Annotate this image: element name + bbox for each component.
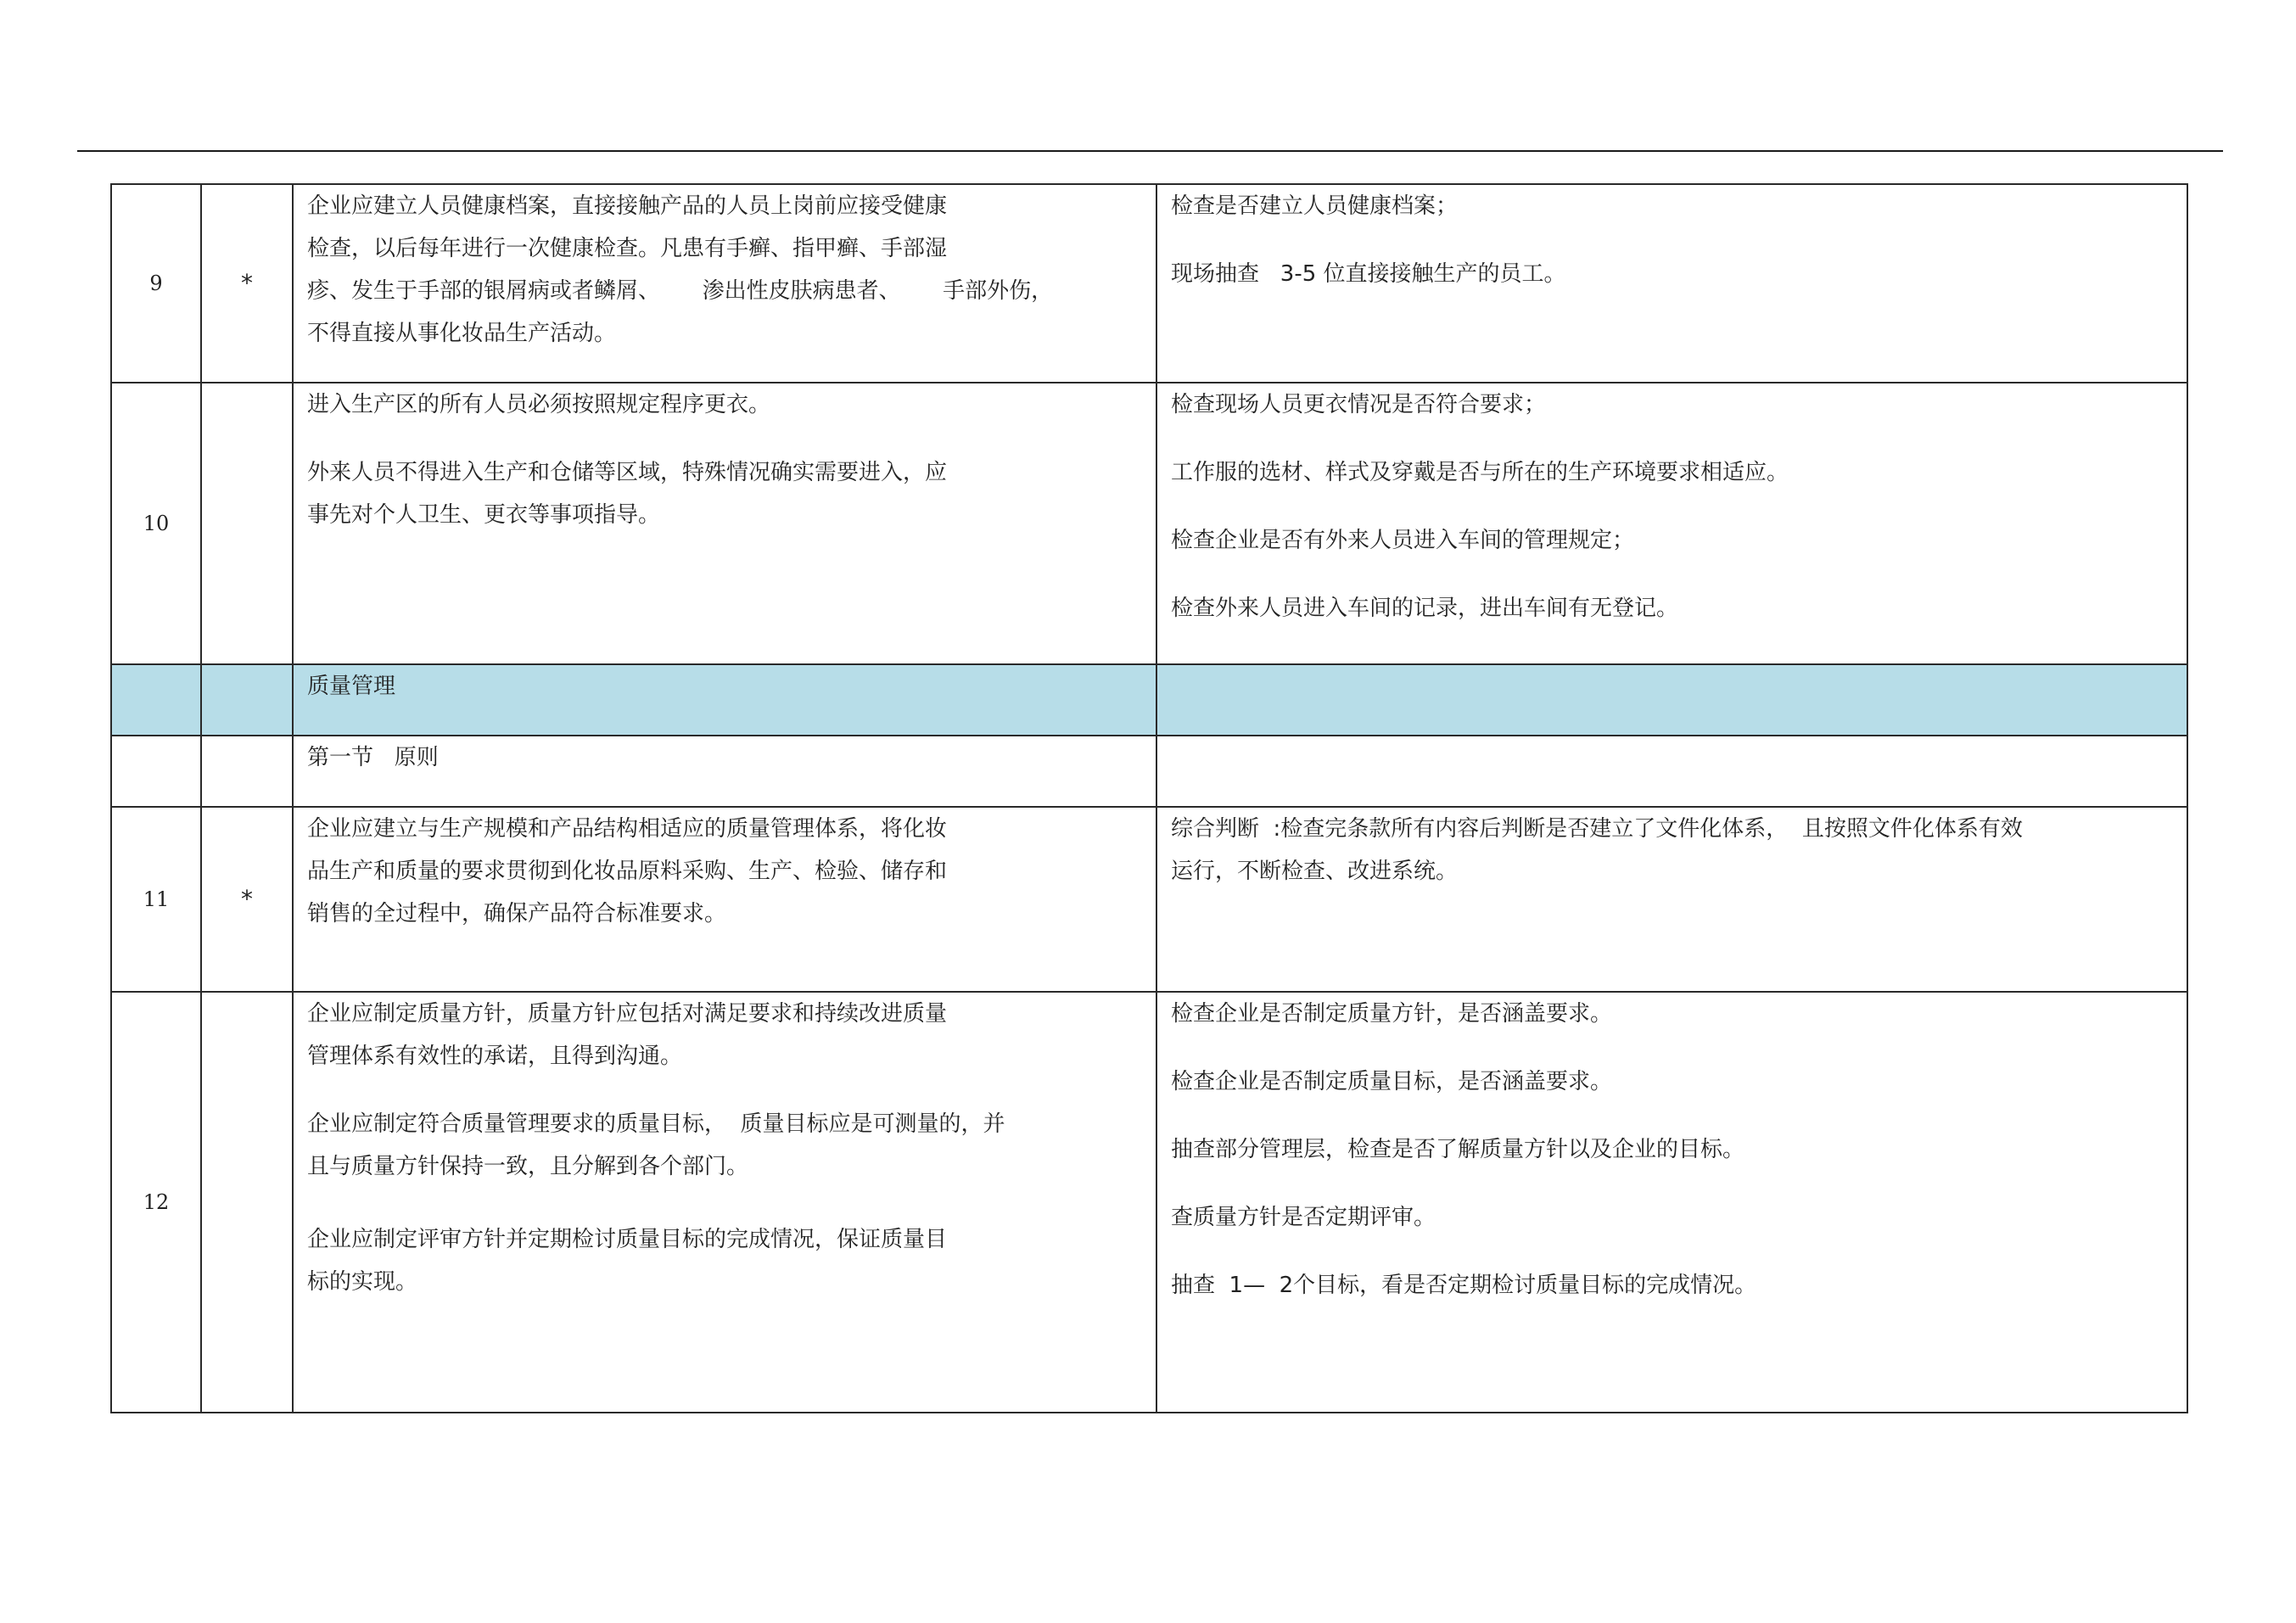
header-rule — [77, 150, 2223, 152]
check-line: 综合判断 :检查完条款所有内容后判断是否建立了文件化体系， 且按照文件化体系有效 — [1171, 816, 2023, 842]
item-number: 12 — [111, 992, 201, 1413]
check-line: 检查是否建立人员健康档案； — [1171, 193, 1459, 219]
check-line: 检查企业是否制定质量目标，是否涵盖要求。 — [1171, 1069, 1613, 1094]
item-number: 9 — [111, 184, 201, 383]
requirement-line: 品生产和质量的要求贯彻到化妆品原料采购、生产、检验、储存和 — [307, 859, 948, 884]
check-line: 现场抽查 3-5 位直接接触生产的员工。 — [1171, 261, 1566, 287]
section-title-cell — [293, 664, 1156, 736]
requirement-line: 企业应建立与生产规模和产品结构相适应的质量管理体系，将化妆 — [307, 816, 948, 842]
item-number: 11 — [111, 807, 201, 992]
check-line: 检查企业是否有外来人员进入车间的管理规定； — [1171, 528, 1635, 553]
requirement-line: 事先对个人卫生、更衣等事项指导。 — [307, 502, 661, 528]
check-method-cell — [1156, 383, 2187, 664]
requirement-line: 进入生产区的所有人员必须按照规定程序更衣。 — [307, 392, 771, 417]
empty-cell — [111, 664, 201, 736]
check-method-cell — [1156, 184, 2187, 383]
requirement-cell — [293, 992, 1156, 1413]
item-number: 10 — [111, 383, 201, 664]
check-line: 检查现场人员更衣情况是否符合要求； — [1171, 392, 1547, 417]
requirement-line: 外来人员不得进入生产和仓储等区域，特殊情况确实需要进入，应 — [307, 460, 948, 485]
check-line: 检查企业是否制定质量方针，是否涵盖要求。 — [1171, 1001, 1613, 1027]
check-line: 抽查 1— 2个目标，看是否定期检讨质量目标的完成情况。 — [1171, 1273, 1757, 1298]
section-title: 质量管理 — [307, 674, 396, 699]
requirement-line: 销售的全过程中，确保产品符合标准要求。 — [307, 901, 727, 926]
check-method-cell — [1156, 807, 2187, 992]
requirement-line: 标的实现。 — [307, 1269, 418, 1295]
check-line: 抽查部分管理层，检查是否了解质量方针以及企业的目标。 — [1171, 1137, 1745, 1162]
requirement-line: 疹、发生于手部的银屑病或者鳞屑、 渗出性皮肤病患者、 手部外伤， — [307, 278, 1054, 304]
inspection-table — [110, 183, 2188, 1413]
check-line: 查质量方针是否定期评审。 — [1171, 1205, 1436, 1230]
subsection-title: 第一节 原则 — [307, 745, 439, 770]
empty-cell — [1156, 736, 2187, 807]
check-line: 运行，不断检查、改进系统。 — [1171, 859, 1459, 884]
key-item-mark: * — [201, 807, 293, 992]
requirement-line: 且与质量方针保持一致，且分解到各个部门。 — [307, 1154, 749, 1179]
check-line: 工作服的选材、样式及穿戴是否与所在的生产环境要求相适应。 — [1171, 460, 1789, 485]
requirement-line: 管理体系有效性的承诺，且得到沟通。 — [307, 1044, 683, 1069]
subsection-row — [111, 736, 2187, 807]
table-row — [111, 383, 2187, 664]
key-item-mark: * — [201, 184, 293, 383]
empty-cell — [111, 736, 201, 807]
empty-cell — [201, 736, 293, 807]
requirement-line: 企业应制定符合质量管理要求的质量目标， 质量目标应是可测量的，并 — [307, 1111, 1005, 1137]
table-row — [111, 184, 2187, 383]
empty-cell — [1156, 664, 2187, 736]
check-method-cell — [1156, 992, 2187, 1413]
requirement-line: 不得直接从事化妆品生产活动。 — [307, 321, 617, 346]
section-header-row — [111, 664, 2187, 736]
requirement-line: 检查，以后每年进行一次健康检查。凡患有手癣、指甲癣、手部湿 — [307, 236, 948, 261]
subsection-title-cell — [293, 736, 1156, 807]
key-item-mark — [201, 992, 293, 1413]
table-row — [111, 992, 2187, 1413]
requirement-line: 企业应建立人员健康档案，直接接触产品的人员上岗前应接受健康 — [307, 193, 948, 219]
requirement-cell — [293, 184, 1156, 383]
key-item-mark — [201, 383, 293, 664]
check-line: 检查外来人员进入车间的记录，进出车间有无登记。 — [1171, 596, 1679, 621]
requirement-line: 企业应制定评审方针并定期检讨质量目标的完成情况，保证质量目 — [307, 1227, 948, 1252]
table-row — [111, 807, 2187, 992]
requirement-cell — [293, 807, 1156, 992]
requirement-line: 企业应制定质量方针，质量方针应包括对满足要求和持续改进质量 — [307, 1001, 948, 1027]
requirement-cell — [293, 383, 1156, 664]
empty-cell — [201, 664, 293, 736]
